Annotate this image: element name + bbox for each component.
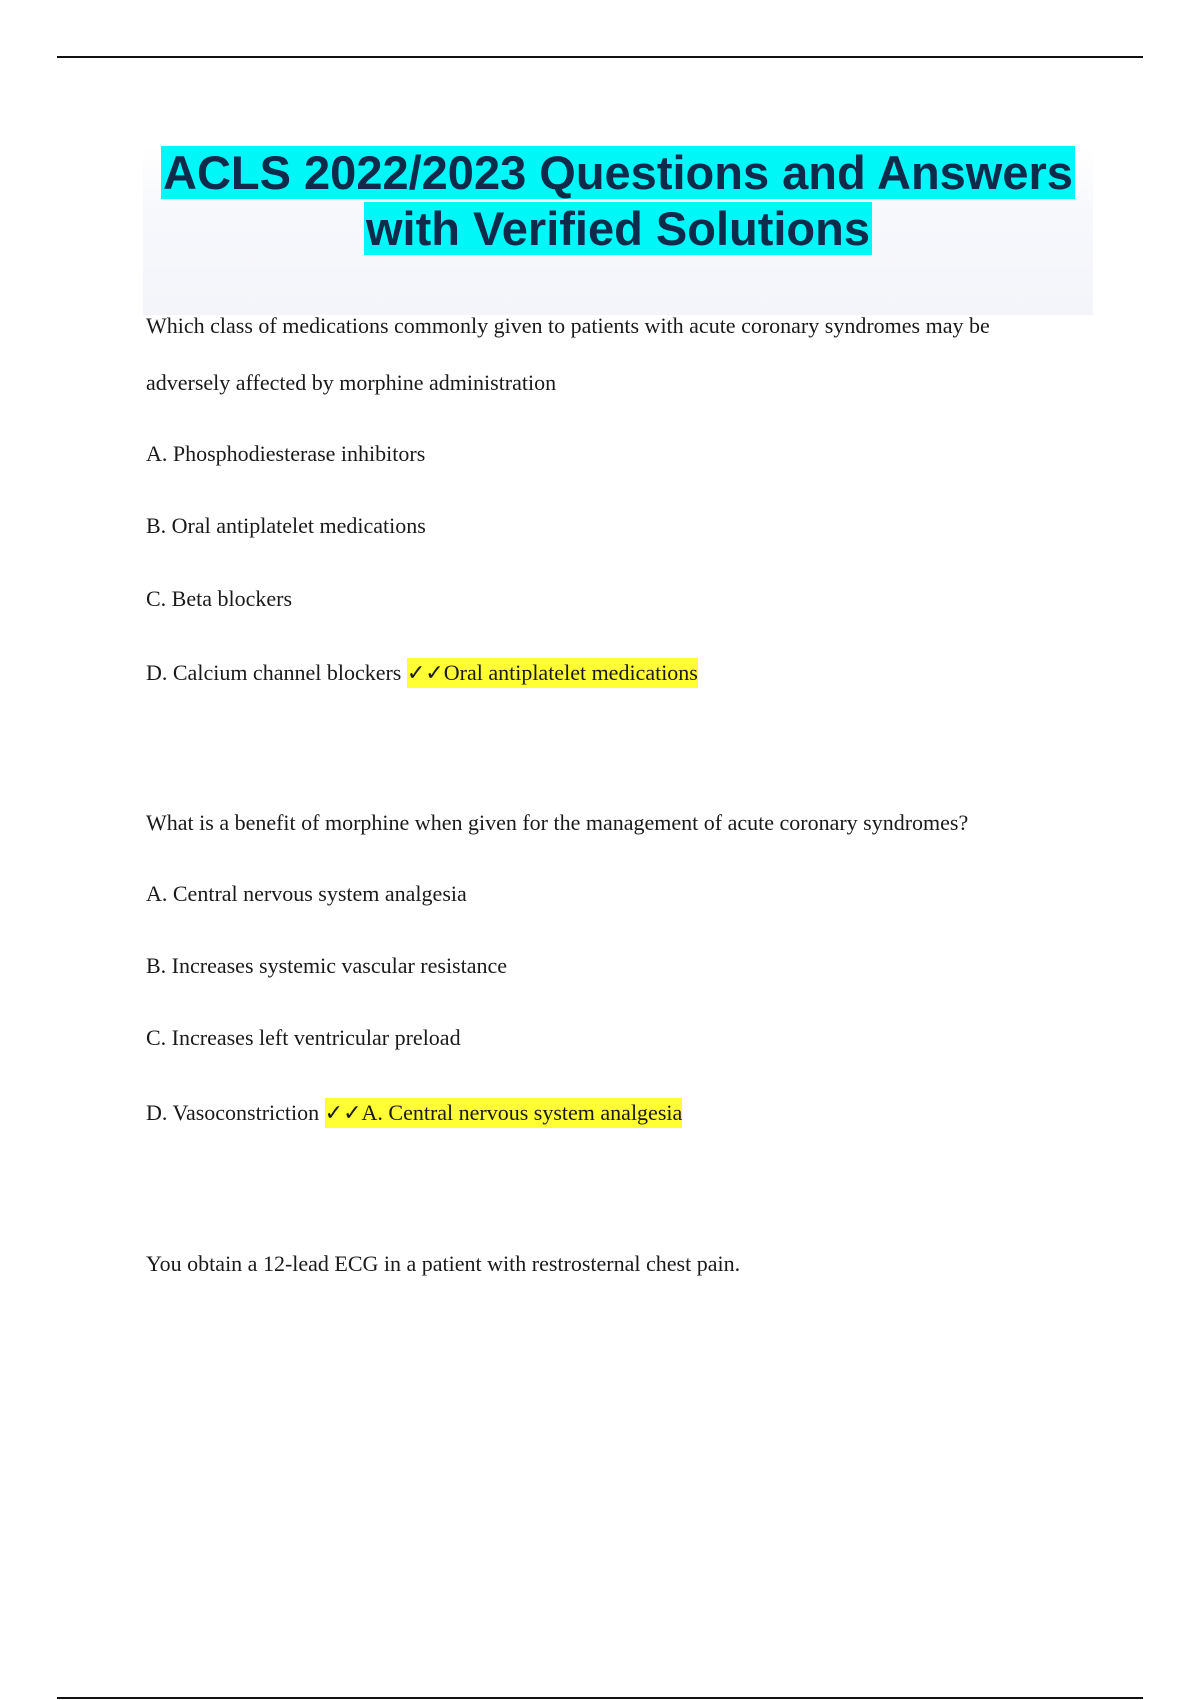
q1-option-a: A. Phosphodiesterase inhibitors <box>146 441 426 466</box>
footer-rule <box>57 1697 1143 1699</box>
q2-stem-line-1: What is a benefit of morphine when given for the management of acute coronary syndromes? <box>146 810 969 835</box>
q1-answer-highlight: ✓✓Oral antiplatelet medications <box>407 658 698 688</box>
q3-stem-line-1: You obtain a 12-lead ECG in a patient with restrosternal chest pain. <box>146 1251 741 1276</box>
q1-stem-line-2: adversely affected by morphine administration <box>146 370 557 395</box>
q2-option-a: A. Central nervous system analgesia <box>146 881 467 906</box>
title-block <box>143 145 1093 315</box>
q1-option-d: D. Calcium channel blockers <box>146 660 402 685</box>
q1-option-d-row <box>146 660 698 686</box>
q1-option-b: B. Oral antiplatelet medications <box>146 513 426 538</box>
title-line-2: with Verified Solutions <box>366 202 870 255</box>
document-title <box>143 145 1093 257</box>
header-rule <box>57 56 1143 58</box>
q2-option-d-row <box>146 1100 682 1126</box>
q1-stem-line-1: Which class of medications commonly given to patients with acute coronary syndromes may be <box>146 313 990 338</box>
q2-option-d: D. Vasoconstriction <box>146 1100 320 1125</box>
title-line-1: ACLS 2022/2023 Questions and Answers <box>163 146 1073 199</box>
q2-option-b: B. Increases systemic vascular resistance <box>146 953 508 978</box>
q1-option-c: C. Beta blockers <box>146 586 293 611</box>
q2-option-c: C. Increases left ventricular preload <box>146 1025 461 1050</box>
q2-answer-highlight: ✓✓A. Central nervous system analgesia <box>325 1098 683 1128</box>
